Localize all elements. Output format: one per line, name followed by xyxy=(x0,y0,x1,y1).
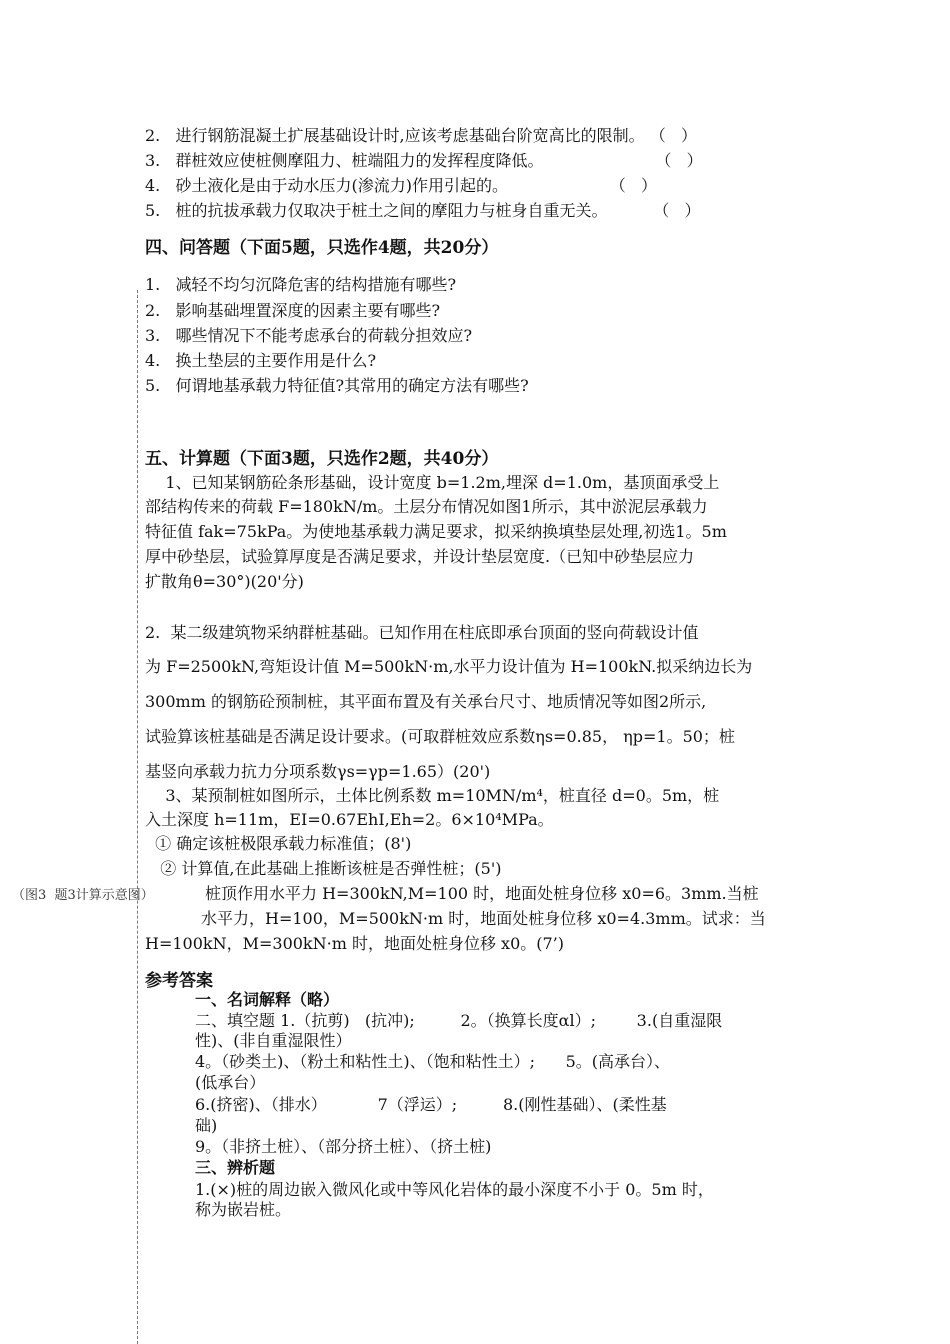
problem2-line1: 2. 某二级建筑物采纳群桩基础。已知作用在柱底即承台顶面的竖向荷载设计值 xyxy=(145,623,699,642)
answer-fill-line5: 6.(挤密)、（排水） 7（浮运）; 8.(刚性基础）、(柔性基 xyxy=(195,1095,667,1114)
binding-margin-line xyxy=(137,290,138,1344)
section4-title: 四、问答题（下面5题，只选作4题，共20分） xyxy=(145,238,499,258)
judgment-item-3: 3. 群桩效应使桩侧摩阻力、桩端阻力的发挥程度降低。 （ ） xyxy=(145,151,703,170)
section5-title: 五、计算题（下面3题，只选作2题，共40分） xyxy=(145,449,499,469)
problem2-line4: 试验算该桩基础是否满足设计要求。(可取群桩效应系数ηs=0.85， ηp=1。50；桩 xyxy=(145,727,735,746)
problem1-line4: 厚中砂垫层，试验算厚度是否满足要求，并设计垫层宽度.（已知中砂垫层应力 xyxy=(145,547,695,566)
problem3-line1: 3、某预制桩如图所示，土体比例系数 m=10MN/m⁴，桩直径 d=0。5m，桩 xyxy=(145,786,720,805)
problem1-line2: 部结构传来的荷载 F=180kN/m。土层分布情况如图1所示，其中淤泥层承载力 xyxy=(145,497,708,516)
question-2: 2. 影响基础埋置深度的因素主要有哪些? xyxy=(145,301,441,320)
problem2-line5: 基竖向承载力抗力分项系数γs=γp=1.65）(20') xyxy=(145,762,491,781)
answer-section3-title: 三、辨析题 xyxy=(195,1158,276,1177)
problem1-line3: 特征值 fak=75kPa。为使地基承载力满足要求，拟采纳换填垫层处理,初选1。5m xyxy=(145,522,727,541)
answer-discrim-line2: 称为嵌岩桩。 xyxy=(195,1200,292,1219)
problem3-line5: H=100kN，M=300kN·m 时，地面处桩身位移 x0。(7’) xyxy=(145,934,565,953)
question-1: 1. 减轻不均匀沉降危害的结构措施有哪些? xyxy=(145,275,457,294)
judgment-item-5: 5. 桩的抗拔承载力仅取决于桩土之间的摩阻力与桩身自重无关。 （ ） xyxy=(145,201,701,220)
question-5: 5. 何谓地基承载力特征值?其常用的确定方法有哪些? xyxy=(145,376,529,395)
answer-section1: 一、名词解释（略） xyxy=(195,990,340,1009)
problem3-line2: 入土深度 h=11m，EI=0.67EhI,Eh=2。6×10⁴MPa。 xyxy=(145,810,554,829)
answer-fill-line3: 4。（砂类土)、（粉土和粘性土)、（饱和粘性土）; 5。(高承台）、 xyxy=(195,1052,670,1071)
problem1-line1: 1、已知某钢筋砼条形基础，设计宽度 b=1.2m,埋深 d=1.0m，基顶面承受上 xyxy=(145,473,720,492)
answer-fill-line7: 9。（非挤土桩）、（部分挤土桩）、（挤土桩) xyxy=(195,1137,492,1156)
answer-fill-line1: 二、填空题 1.（抗剪) (抗冲); 2。（换算长度αl）; 3.(自重湿限 xyxy=(195,1011,723,1030)
problem2-line3: 300mm 的钢筋砼预制桩，其平面布置及有关承台尺寸、地质情况等如图2所示, xyxy=(145,692,707,711)
problem3-line3: 桩顶作用水平力 H=300kN,M=100 时，地面处桩身位移 x0=6。3mm.当桩 xyxy=(205,884,759,903)
judgment-item-4: 4. 砂土液化是由于动水压力(渗流力)作用引起的。 （ ） xyxy=(145,176,657,195)
judgment-item-2: 2. 进行钢筋混凝土扩展基础设计时,应该考虑基础台阶宽高比的限制。 （ ） xyxy=(145,126,697,145)
problem3-item2: ② 计算值,在此基础上推断该桩是否弹性桩；(5') xyxy=(145,859,502,878)
answer-fill-line2: 性)、(非自重湿限性） xyxy=(195,1031,352,1050)
answer-discrim-line1: 1.(×)桩的周边嵌入微风化或中等风化岩体的最小深度不小于 0。5m 时， xyxy=(195,1180,714,1199)
problem3-item1: ① 确定该桩极限承载力标准值；(8') xyxy=(145,834,412,853)
problem2-line2: 为 F=2500kN,弯矩设计值 M=500kN·m,水平力设计值为 H=100kN.拟采纳边长为 xyxy=(145,657,753,676)
figure3-caption: （图3 题3计算示意图） xyxy=(12,888,154,903)
question-3: 3. 哪些情况下不能考虑承台的荷载分担效应? xyxy=(145,326,473,345)
answer-fill-line6: 础) xyxy=(195,1116,218,1135)
answers-title: 参考答案 xyxy=(145,971,213,991)
question-4: 4. 换土垫层的主要作用是什么? xyxy=(145,351,377,370)
problem3-line4: 水平力，H=100，M=500kN·m 时，地面处桩身位移 x0=4.3mm。试求：当 xyxy=(201,909,766,928)
problem1-line5: 扩散角θ=30°)(20'分) xyxy=(145,572,304,591)
answer-fill-line4: (低承台） xyxy=(195,1073,266,1092)
